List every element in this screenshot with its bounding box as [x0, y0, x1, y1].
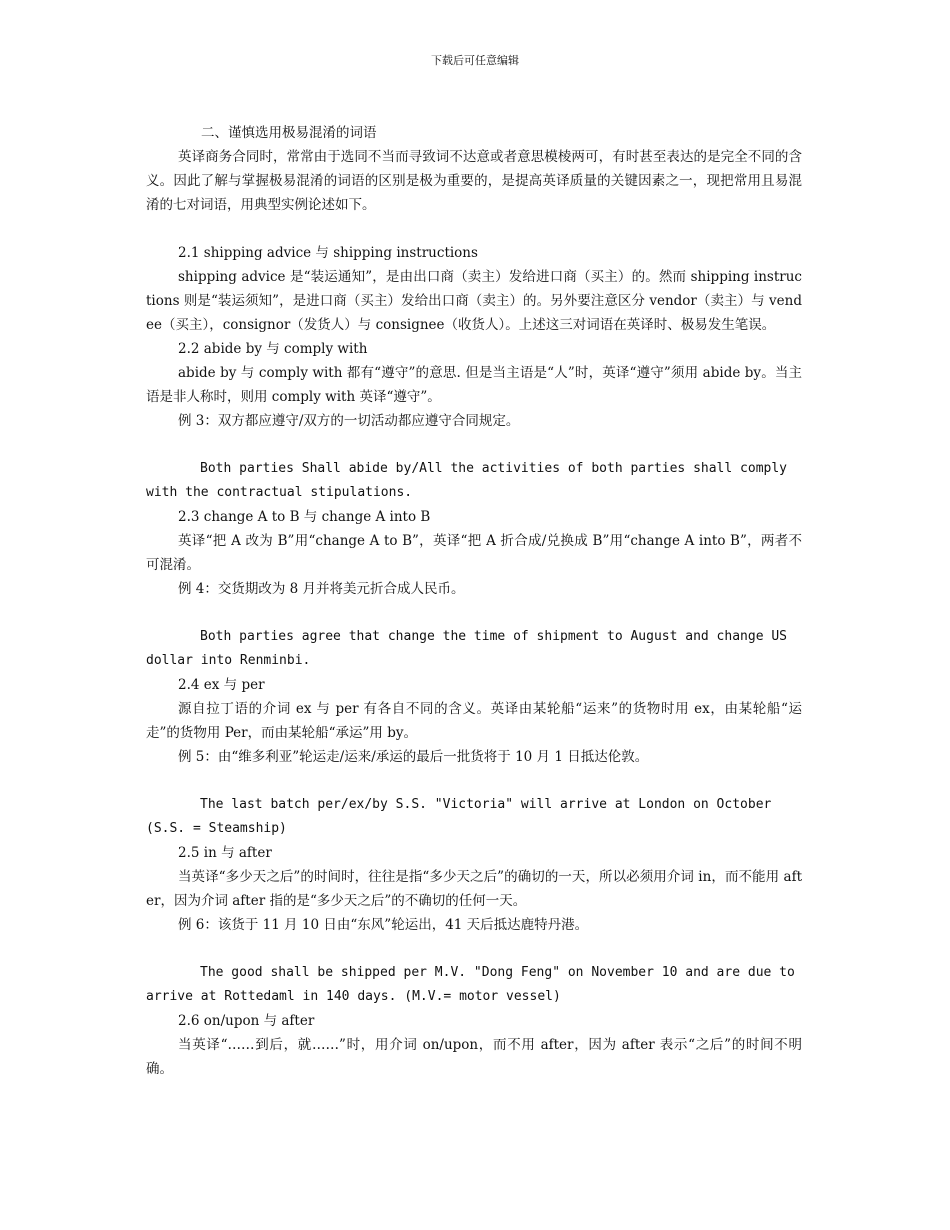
blank-line: [146, 937, 802, 961]
subsection-heading: 2.4 ex 与 per: [178, 677, 265, 693]
example-label: 例 5：由“维多利亚”轮运走/运来/承运的最后一批货将于 10 月 1 日抵达伦敦。: [178, 749, 649, 765]
paragraph: 源自拉丁语的介词 ex 与 per 有各自不同的含义。英译由某轮船“运来”的货物时用 ex，由某轮船“运走”的货物用 Per，而由某轮船“承运”用 by。: [146, 701, 802, 741]
paragraph: shipping advice 是“装运通知”，是由出口商（卖主）发给进口商（买主）的。然而 shipping instructions 则是“装运须知”，是进口商（买主）发给出口商（卖主）的。另外要注意区分 vendor（卖主）与 vendee（买主），consignor（发货人）与 consignee（收货人）。上述这三对词语在英译时、极易发生笔误。: [146, 269, 802, 333]
blank-line: [146, 217, 802, 241]
example-translation: The good shall be shipped per M.V. "Dong Feng" on November 10 and are due to arrive at Rottedaml in 140 days. (M.V.= motor vessel): [146, 965, 795, 1004]
subsection-heading: 2.6 on/upon 与 after: [178, 1013, 315, 1029]
blank-line: [146, 601, 802, 625]
example-label: 例 4：交货期改为 8 月并将美元折合成人民币。: [178, 581, 465, 597]
subsection-heading: 2.3 change A to B 与 change A into B: [178, 509, 431, 525]
paragraph: 当英译“……到后，就……”时，用介词 on/upon，而不用 after，因为 after 表示“之后”的时间不明确。: [146, 1037, 802, 1077]
example-translation: The last batch per/ex/by S.S. "Victoria" will arrive at London on October (S.S. = Steamship): [146, 797, 772, 836]
example-translation: Both parties Shall abide by/All the activities of both parties shall comply with the contractual stipulations.: [146, 461, 787, 500]
example-translation: Both parties agree that change the time of shipment to August and change US dollar into Renminbi.: [146, 629, 787, 668]
subsection-heading: 2.5 in 与 after: [178, 845, 272, 861]
example-label: 例 6：该货于 11 月 10 日由“东风”轮运出，41 天后抵达鹿特丹港。: [178, 917, 589, 933]
paragraph: abide by 与 comply with 都有“遵守”的意思. 但是当主语是“人”时，英译“遵守”须用 abide by。当主语是非人称时，则用 comply with 英译“遵守”。: [146, 365, 802, 405]
subsection-heading: 2.2 abide by 与 comply with: [178, 341, 368, 357]
subsection-heading: 2.1 shipping advice 与 shipping instructions: [178, 245, 478, 261]
section-heading: 二、谨慎选用极易混淆的词语: [201, 125, 377, 141]
paragraph: 当英译“多少天之后”的时间时，往往是指“多少天之后”的确切的一天，所以必须用介词 in，而不能用 after，因为介词 after 指的是“多少天之后”的不确切的任何一天。: [146, 869, 802, 909]
example-label: 例 3：双方都应遵守/双方的一切活动都应遵守合同规定。: [178, 413, 520, 429]
page-header: 下载后可任意编辑: [431, 54, 519, 67]
document-body: [146, 121, 802, 1081]
blank-line: [146, 769, 802, 793]
paragraph: 英译“把 A 改为 B”用“change A to B”，英译“把 A 折合成/兑换成 B”用“change A into B”，两者不可混淆。: [146, 533, 802, 573]
blank-line: [146, 433, 802, 457]
paragraph: 英译商务合同时，常常由于选同不当而寻致词不达意或者意思模棱两可，有时甚至表达的是完全不同的含义。因此了解与掌握极易混淆的词语的区别是极为重要的，是提高英译质量的关键因素之一，现把常用且易混淆的七对词语，用典型实例论述如下。: [146, 149, 802, 213]
